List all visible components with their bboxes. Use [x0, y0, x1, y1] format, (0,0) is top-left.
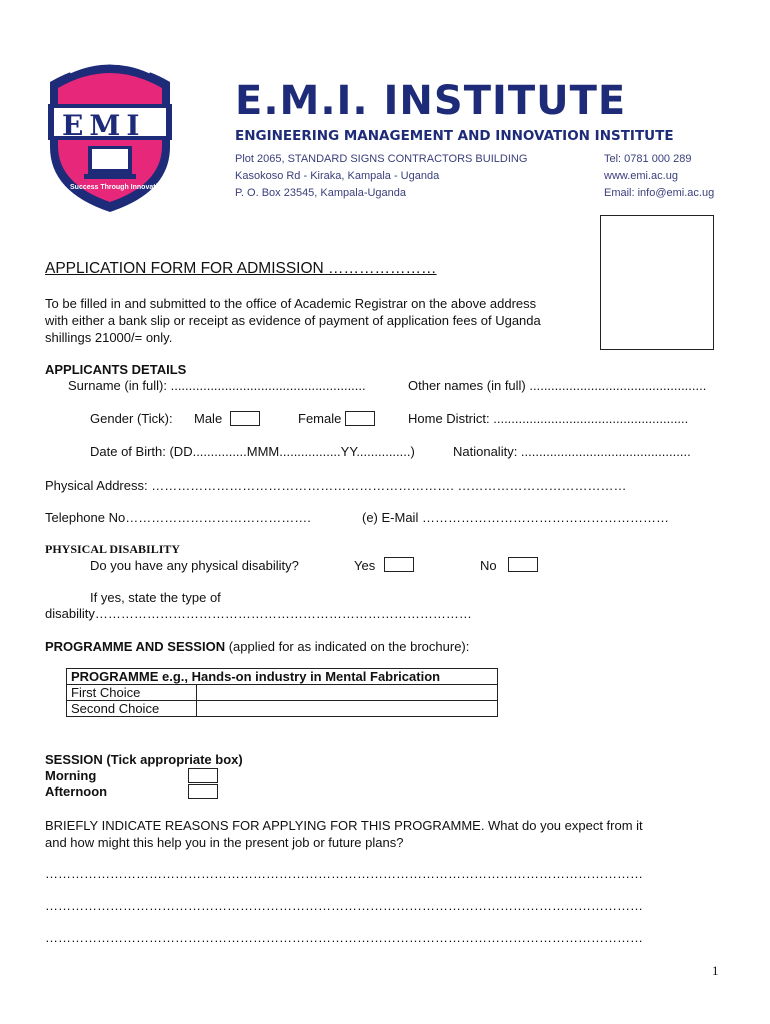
applicants-heading: APPLICANTS DETAILS: [45, 362, 187, 377]
disability-heading: PHYSICAL DISABILITY: [45, 542, 181, 556]
yes-checkbox[interactable]: [384, 557, 414, 572]
female-checkbox[interactable]: [345, 411, 375, 426]
no-checkbox[interactable]: [508, 557, 538, 572]
table-row: [67, 685, 498, 701]
yes-label: Yes: [354, 558, 376, 573]
form-title: APPLICATION FORM FOR ADMISSION …………………: [45, 260, 437, 277]
email-field[interactable]: (e) E-Mail …………………………………………………: [362, 510, 669, 525]
email-info: Email: info@emi.ac.ug: [604, 187, 715, 199]
afternoon-label: Afternoon: [45, 784, 108, 799]
afternoon-checkbox[interactable]: [188, 784, 218, 799]
logo-text: EMI: [62, 109, 146, 142]
second-choice-label: Second Choice: [67, 701, 197, 717]
programme-heading-line: [45, 639, 469, 654]
disability-type-label: If yes, state the type of: [90, 590, 221, 605]
morning-checkbox[interactable]: [188, 768, 218, 783]
emi-logo: [40, 52, 180, 217]
female-label: Female: [298, 411, 342, 426]
address-line-3: P. O. Box 23545, Kampala-Uganda: [235, 187, 407, 199]
date-of-birth-field[interactable]: Date of Birth: (DD...............MMM.................YY...............): [90, 444, 415, 459]
intro-line-2: with either a bank slip or receipt as evidence of payment of application fees of Uganda: [45, 313, 541, 328]
programme-heading: PROGRAMME AND SESSION: [45, 639, 226, 654]
physical-address-field[interactable]: Physical Address: ……………………………………………………………. …………………………………: [45, 478, 627, 493]
disability-question: Do you have any physical disability?: [90, 558, 299, 573]
programme-table-header: PROGRAMME e.g., Hands-on industry in Mental Fabrication: [67, 669, 498, 685]
male-checkbox[interactable]: [230, 411, 260, 426]
disability-type-field[interactable]: disability……………………………………………………………………………: [45, 606, 472, 621]
programme-note: (applied for as indicated on the brochure):: [228, 639, 470, 654]
intro-line-1: To be filled in and submitted to the office of Academic Registrar on the above address: [45, 296, 537, 311]
morning-label: Morning: [45, 768, 97, 783]
reasons-line-1: BRIEFLY INDICATE REASONS FOR APPLYING FOR THIS PROGRAMME. What do you expect from it: [45, 818, 643, 833]
telephone-info: Tel: 0781 000 289: [604, 153, 692, 165]
programme-table: [66, 668, 498, 717]
table-row: [67, 669, 498, 685]
other-names-field[interactable]: Other names (in full) .................................................: [408, 378, 707, 393]
male-label: Male: [194, 411, 223, 426]
address-line-1: Plot 2065, STANDARD SIGNS CONTRACTORS BUILDING: [235, 153, 528, 165]
home-district-field[interactable]: Home District: ......................................................: [408, 411, 689, 426]
reasons-line-2: and how might this help you in the present job or future plans?: [45, 835, 404, 850]
no-label: No: [480, 558, 497, 573]
website-info: www.emi.ac.ug: [604, 170, 678, 182]
session-heading: SESSION (Tick appropriate box): [45, 752, 243, 767]
surname-field[interactable]: Surname (in full): ......................................................: [68, 378, 366, 393]
passport-photo-box: [600, 215, 714, 350]
gender-label: Gender (Tick):: [90, 411, 173, 426]
table-row: [67, 701, 498, 717]
address-line-2: Kasokoso Rd - Kiraka, Kampala - Uganda: [235, 170, 440, 182]
telephone-field[interactable]: Telephone No…………………………………….: [45, 510, 311, 525]
intro-line-3: shillings 21000/= only.: [45, 330, 173, 345]
second-choice-input[interactable]: [196, 701, 497, 717]
first-choice-input[interactable]: [196, 685, 497, 701]
reasons-answer-line-3[interactable]: …………………………………………………………………………………………………………………………: [45, 930, 643, 945]
nationality-field[interactable]: Nationality: ...............................................: [453, 444, 691, 459]
page-number: 1: [712, 963, 719, 978]
first-choice-label: First Choice: [67, 685, 197, 701]
reasons-answer-line-2[interactable]: …………………………………………………………………………………………………………………………: [45, 898, 643, 913]
logo-motto: Success Through Innovation: [70, 184, 167, 191]
reasons-answer-line-1[interactable]: …………………………………………………………………………………………………………………………: [45, 866, 643, 881]
institute-subtitle: ENGINEERING MANAGEMENT AND INNOVATION INSTITUTE: [235, 128, 674, 144]
institute-title: E.M.I. INSTITUTE: [235, 78, 627, 124]
